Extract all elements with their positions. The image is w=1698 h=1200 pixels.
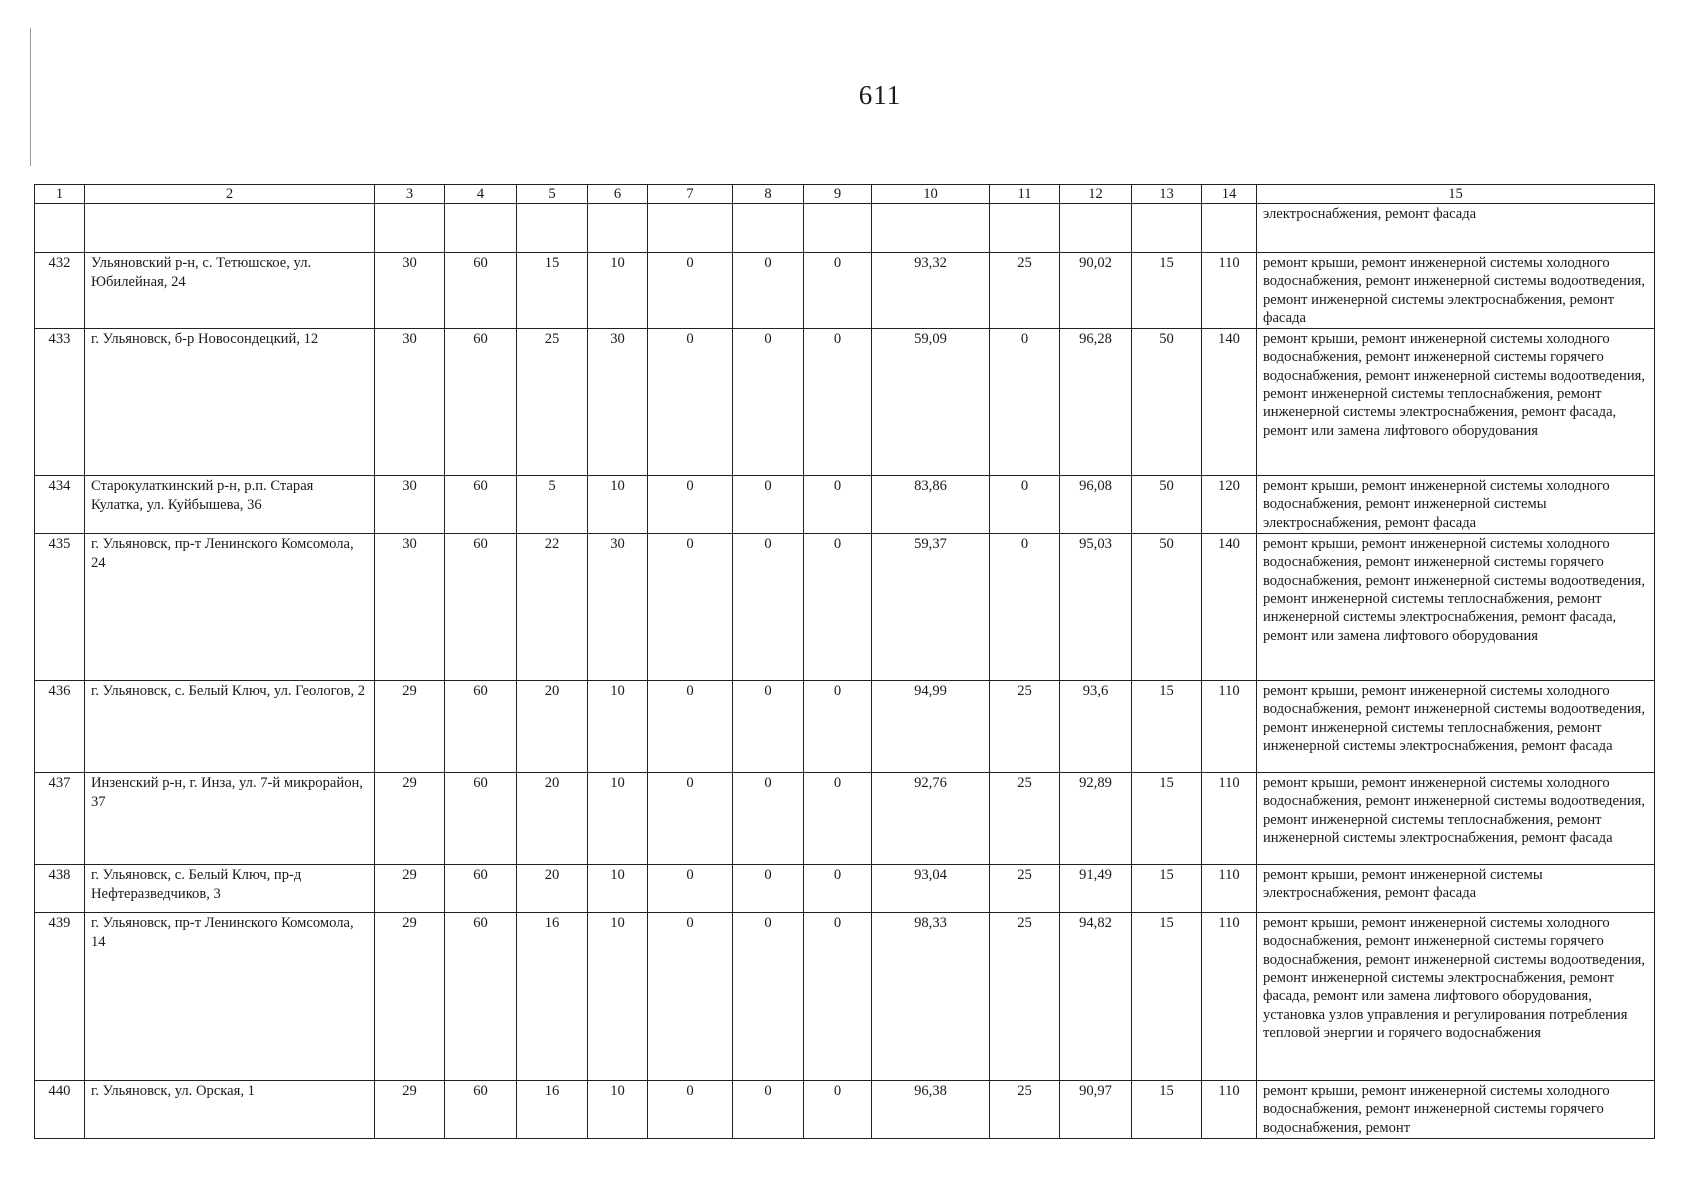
value-cell-col4: 60	[445, 773, 517, 865]
table-row	[35, 681, 1655, 773]
col-header: 12	[1060, 185, 1132, 204]
value-cell-col3: 30	[375, 253, 445, 329]
value-cell-col6: 10	[588, 773, 648, 865]
value-cell-col8: 0	[733, 865, 804, 913]
value-cell-col3: 30	[375, 329, 445, 476]
value-cell-col9: 0	[804, 1081, 872, 1139]
value-cell-col7: 0	[648, 773, 733, 865]
value-cell-col4: 60	[445, 865, 517, 913]
value-cell-col9: 0	[804, 534, 872, 681]
value-cell-col10: 93,04	[872, 865, 990, 913]
value-cell-col6: 10	[588, 681, 648, 773]
value-cell-col7: 0	[648, 476, 733, 534]
value-cell-col5: 15	[517, 253, 588, 329]
value-cell-col13: 15	[1132, 253, 1202, 329]
value-cell-col5: 25	[517, 329, 588, 476]
value-cell-col3: 29	[375, 773, 445, 865]
value-cell-col6: 30	[588, 329, 648, 476]
value-cell-col14: 110	[1202, 913, 1257, 1081]
value-cell-col11: 0	[990, 476, 1060, 534]
value-cell-col5: 16	[517, 1081, 588, 1139]
works-cell: ремонт крыши, ремонт инженерной системы холодного водоснабжения, ремонт инженерной системы горячего водоснабжения, ремонт инженерной системы водоотведения, ремонт инженерной системы теплоснабжения, ремонт инженерной системы электроснабжения, ремонт фасада, ремонт или замена лифтового оборудования	[1257, 329, 1655, 476]
value-cell-col8: 0	[733, 253, 804, 329]
value-cell-col12: 90,97	[1060, 1081, 1132, 1139]
value-cell-col12: 91,49	[1060, 865, 1132, 913]
col-header: 15	[1257, 185, 1655, 204]
value-cell-col9: 0	[804, 253, 872, 329]
table-row	[35, 865, 1655, 913]
address-cell: г. Ульяновск, с. Белый Ключ, ул. Геологов, 2	[85, 681, 375, 773]
value-cell-col11: 25	[990, 681, 1060, 773]
value-cell-col6: 30	[588, 534, 648, 681]
value-cell-col10: 59,37	[872, 534, 990, 681]
works-cell: ремонт крыши, ремонт инженерной системы холодного водоснабжения, ремонт инженерной системы горячего водоснабжения, ремонт инженерной системы водоотведения, ремонт инженерной системы теплоснабжения, ремонт инженерной системы электроснабжения, ремонт фасада, ремонт или замена лифтового оборудования	[1257, 534, 1655, 681]
address-cell: г. Ульяновск, пр-т Ленинского Комсомола, 14	[85, 913, 375, 1081]
value-cell-col13: 15	[1132, 865, 1202, 913]
col-header: 6	[588, 185, 648, 204]
table-row	[35, 476, 1655, 534]
value-cell-col5: 16	[517, 913, 588, 1081]
value-cell-col7: 0	[648, 681, 733, 773]
col-header: 11	[990, 185, 1060, 204]
row-number-cell: 437	[35, 773, 85, 865]
row-number-cell: 439	[35, 913, 85, 1081]
value-cell-col9: 0	[804, 773, 872, 865]
value-cell-col7: 0	[648, 1081, 733, 1139]
col-header: 4	[445, 185, 517, 204]
continuation-row	[35, 204, 1655, 253]
value-cell-col3: 30	[375, 476, 445, 534]
value-cell-col9: 0	[804, 913, 872, 1081]
row-number-cell: 438	[35, 865, 85, 913]
value-cell-col6: 10	[588, 253, 648, 329]
works-cell: ремонт крыши, ремонт инженерной системы холодного водоснабжения, ремонт инженерной системы горячего водоснабжения, ремонт	[1257, 1081, 1655, 1139]
value-cell-col10: 92,76	[872, 773, 990, 865]
value-cell-col9: 0	[804, 476, 872, 534]
value-cell-col11: 0	[990, 329, 1060, 476]
value-cell-col14: 110	[1202, 865, 1257, 913]
col-header: 5	[517, 185, 588, 204]
row-number-cell: 436	[35, 681, 85, 773]
value-cell-col5: 22	[517, 534, 588, 681]
table-row	[35, 253, 1655, 329]
col-header: 10	[872, 185, 990, 204]
works-cell: ремонт крыши, ремонт инженерной системы холодного водоснабжения, ремонт инженерной системы водоотведения, ремонт инженерной системы теплоснабжения, ремонт инженерной системы электроснабжения, ремонт фасада	[1257, 773, 1655, 865]
col-header: 8	[733, 185, 804, 204]
value-cell-col7: 0	[648, 865, 733, 913]
address-cell: Старокулаткинский р-н, р.п. Старая Кулатка, ул. Куйбышева, 36	[85, 476, 375, 534]
value-cell-col4: 60	[445, 329, 517, 476]
works-cell: ремонт крыши, ремонт инженерной системы холодного водоснабжения, ремонт инженерной системы водоотведения, ремонт инженерной системы теплоснабжения, ремонт инженерной системы электроснабжения, ремонт фасада	[1257, 681, 1655, 773]
value-cell-col10: 93,32	[872, 253, 990, 329]
value-cell-col3: 29	[375, 913, 445, 1081]
value-cell-col14: 110	[1202, 253, 1257, 329]
value-cell-col4: 60	[445, 681, 517, 773]
value-cell-col6: 10	[588, 476, 648, 534]
table-row	[35, 329, 1655, 476]
value-cell-col3: 30	[375, 534, 445, 681]
value-cell-col9: 0	[804, 329, 872, 476]
value-cell-col8: 0	[733, 681, 804, 773]
value-cell-col4: 60	[445, 534, 517, 681]
value-cell-col4: 60	[445, 913, 517, 1081]
value-cell-col8: 0	[733, 773, 804, 865]
value-cell-col13: 15	[1132, 913, 1202, 1081]
value-cell-col10: 94,99	[872, 681, 990, 773]
works-cell: ремонт крыши, ремонт инженерной системы холодного водоснабжения, ремонт инженерной системы горячего водоснабжения, ремонт инженерной системы водоотведения, ремонт инженерной системы электроснабжения, ремонт фасада, ремонт или замена лифтового оборудования, установка узлов управления и регулирования потребления тепловой энергии и горячего водоснабжения	[1257, 913, 1655, 1081]
table-row	[35, 913, 1655, 1081]
works-cell: ремонт крыши, ремонт инженерной системы холодного водоснабжения, ремонт инженерной системы водоотведения, ремонт инженерной системы электроснабжения, ремонт фасада	[1257, 253, 1655, 329]
column-number-header	[35, 185, 1655, 204]
value-cell-col12: 96,08	[1060, 476, 1132, 534]
value-cell-col13: 15	[1132, 773, 1202, 865]
value-cell-col4: 60	[445, 1081, 517, 1139]
value-cell-col11: 25	[990, 1081, 1060, 1139]
table-row	[35, 1081, 1655, 1139]
value-cell-col4: 60	[445, 253, 517, 329]
value-cell-col12: 93,6	[1060, 681, 1132, 773]
row-number-cell: 440	[35, 1081, 85, 1139]
value-cell-col12: 92,89	[1060, 773, 1132, 865]
value-cell-col14: 140	[1202, 329, 1257, 476]
value-cell-col11: 25	[990, 913, 1060, 1081]
value-cell-col12: 94,82	[1060, 913, 1132, 1081]
table-row	[35, 534, 1655, 681]
address-cell: г. Ульяновск, ул. Орская, 1	[85, 1081, 375, 1139]
value-cell-col11: 25	[990, 773, 1060, 865]
value-cell-col9: 0	[804, 865, 872, 913]
value-cell-col3: 29	[375, 865, 445, 913]
registry-table	[34, 184, 1655, 1139]
value-cell-col13: 50	[1132, 476, 1202, 534]
row-number-cell: 433	[35, 329, 85, 476]
col-header: 9	[804, 185, 872, 204]
value-cell-col11: 25	[990, 865, 1060, 913]
value-cell-col8: 0	[733, 913, 804, 1081]
value-cell-col5: 20	[517, 865, 588, 913]
value-cell-col14: 120	[1202, 476, 1257, 534]
row-number-cell: 432	[35, 253, 85, 329]
address-cell: г. Ульяновск, пр-т Ленинского Комсомола, 24	[85, 534, 375, 681]
value-cell-col8: 0	[733, 1081, 804, 1139]
value-cell-col11: 0	[990, 534, 1060, 681]
address-cell: г. Ульяновск, б-р Новосондецкий, 12	[85, 329, 375, 476]
col-header: 3	[375, 185, 445, 204]
value-cell-col9: 0	[804, 681, 872, 773]
table-row	[35, 773, 1655, 865]
value-cell-col6: 10	[588, 865, 648, 913]
address-cell: Ульяновский р-н, с. Тетюшское, ул. Юбилейная, 24	[85, 253, 375, 329]
value-cell-col5: 5	[517, 476, 588, 534]
value-cell-col14: 110	[1202, 773, 1257, 865]
value-cell-col8: 0	[733, 476, 804, 534]
works-cell: ремонт крыши, ремонт инженерной системы электроснабжения, ремонт фасада	[1257, 865, 1655, 913]
value-cell-col13: 50	[1132, 534, 1202, 681]
value-cell-col7: 0	[648, 913, 733, 1081]
col-header: 2	[85, 185, 375, 204]
page-number: 611	[858, 80, 902, 110]
value-cell-col12: 90,02	[1060, 253, 1132, 329]
value-cell-col12: 95,03	[1060, 534, 1132, 681]
col-header: 14	[1202, 185, 1257, 204]
value-cell-col10: 98,33	[872, 913, 990, 1081]
value-cell-col8: 0	[733, 534, 804, 681]
value-cell-col10: 96,38	[872, 1081, 990, 1139]
value-cell-col3: 29	[375, 1081, 445, 1139]
value-cell-col14: 140	[1202, 534, 1257, 681]
value-cell-col13: 15	[1132, 1081, 1202, 1139]
works-cell: ремонт крыши, ремонт инженерной системы холодного водоснабжения, ремонт инженерной системы электроснабжения, ремонт фасада	[1257, 476, 1655, 534]
value-cell-col11: 25	[990, 253, 1060, 329]
value-cell-col13: 50	[1132, 329, 1202, 476]
value-cell-col10: 83,86	[872, 476, 990, 534]
col-header: 1	[35, 185, 85, 204]
value-cell-col13: 15	[1132, 681, 1202, 773]
row-number-cell: 435	[35, 534, 85, 681]
col-header: 7	[648, 185, 733, 204]
address-cell: г. Ульяновск, с. Белый Ключ, пр-д Нефтеразведчиков, 3	[85, 865, 375, 913]
works-cell: электроснабжения, ремонт фасада	[1257, 204, 1655, 253]
value-cell-col10: 59,09	[872, 329, 990, 476]
value-cell-col3: 29	[375, 681, 445, 773]
value-cell-col5: 20	[517, 681, 588, 773]
value-cell-col6: 10	[588, 1081, 648, 1139]
value-cell-col7: 0	[648, 329, 733, 476]
address-cell: Инзенский р-н, г. Инза, ул. 7-й микрорайон, 37	[85, 773, 375, 865]
value-cell-col6: 10	[588, 913, 648, 1081]
value-cell-col7: 0	[648, 534, 733, 681]
value-cell-col12: 96,28	[1060, 329, 1132, 476]
value-cell-col8: 0	[733, 329, 804, 476]
row-number-cell: 434	[35, 476, 85, 534]
value-cell-col4: 60	[445, 476, 517, 534]
value-cell-col7: 0	[648, 253, 733, 329]
value-cell-col5: 20	[517, 773, 588, 865]
value-cell-col14: 110	[1202, 1081, 1257, 1139]
col-header: 13	[1132, 185, 1202, 204]
value-cell-col14: 110	[1202, 681, 1257, 773]
